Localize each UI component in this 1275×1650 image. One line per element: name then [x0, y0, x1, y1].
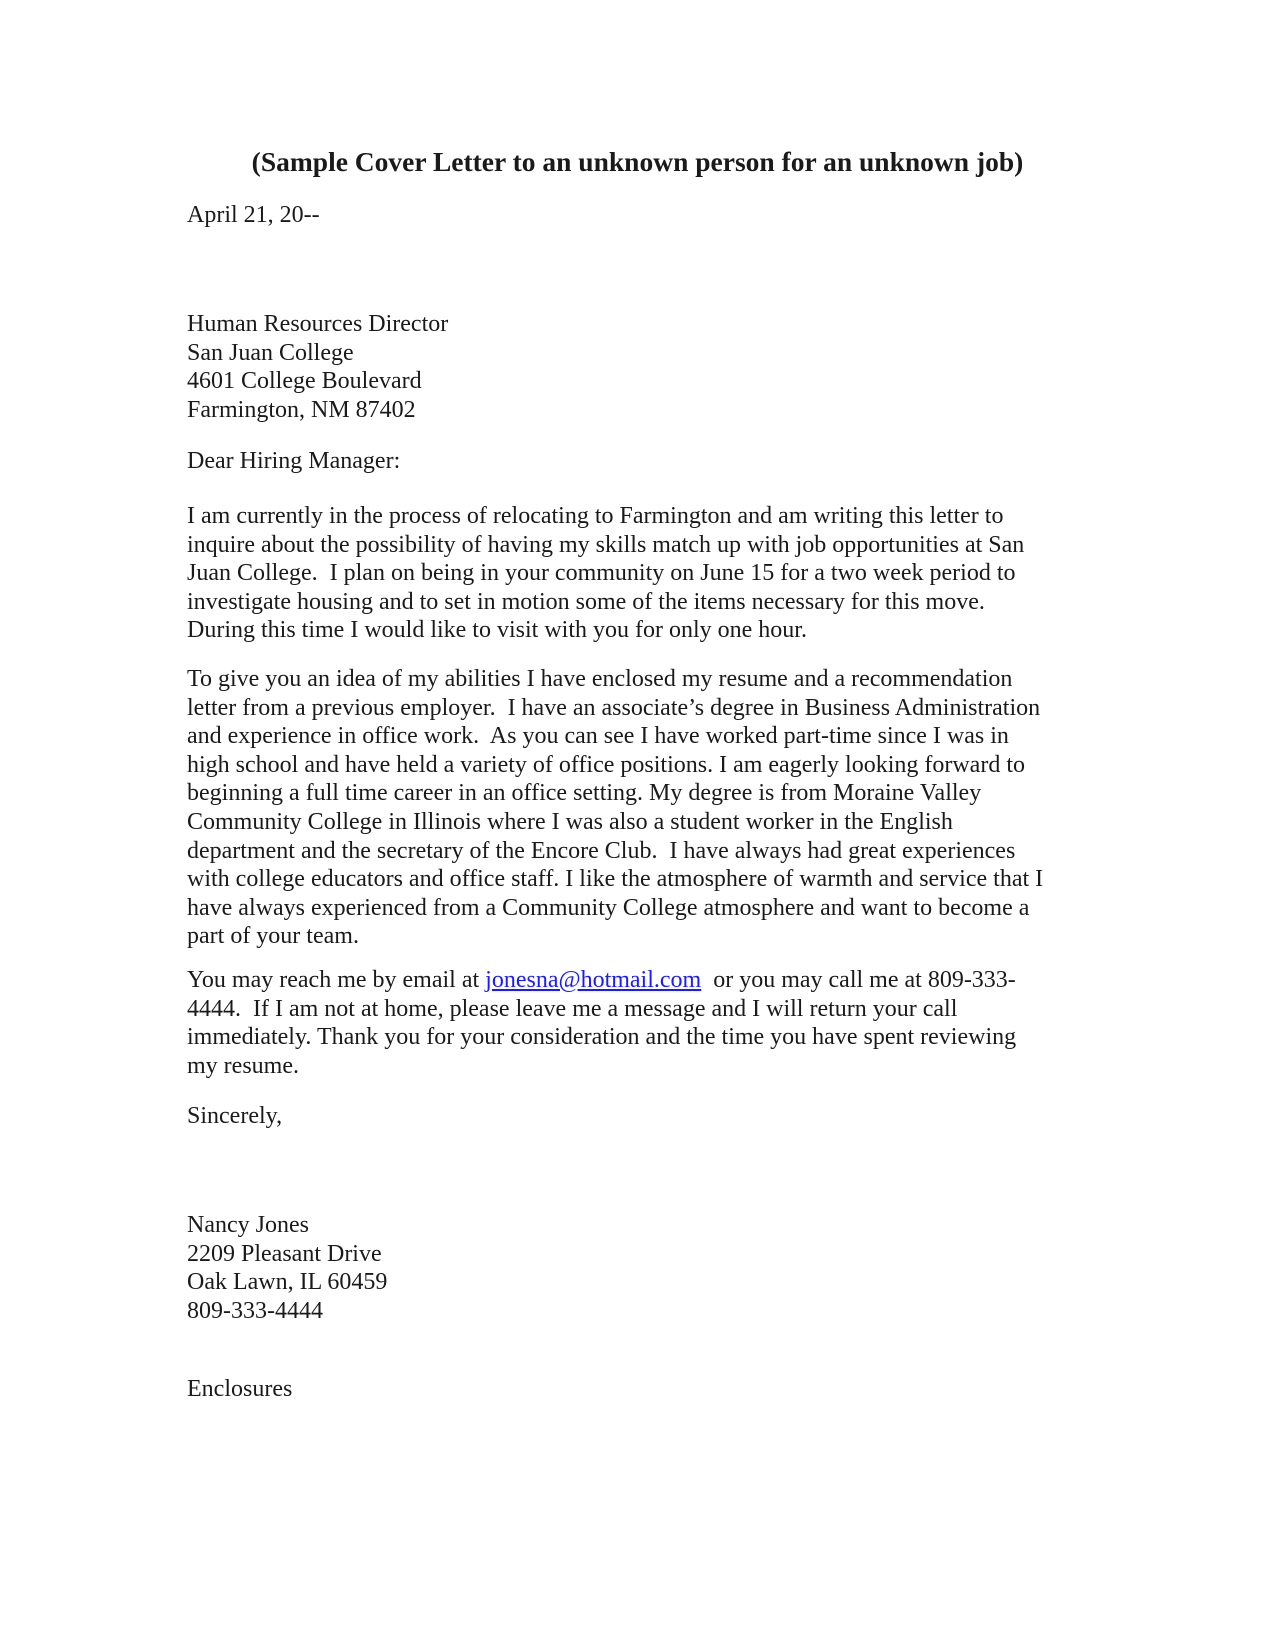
- paragraph-line: department and the secretary of the Encore Club. I have always had great experiences: [187, 837, 1016, 864]
- paragraph-line: letter from a previous employer. I have an associate’s degree in Business Administration: [187, 694, 1041, 721]
- sender-line: 809-333-4444: [187, 1297, 323, 1324]
- sender-address: [187, 1211, 1187, 1325]
- sender-line: 2209 Pleasant Drive: [187, 1240, 382, 1267]
- paragraph-line: with college educators and office staff. I like the atmosphere of warmth and service that I: [187, 866, 1044, 893]
- paragraph-line: part of your team.: [187, 923, 359, 950]
- salutation-text: Dear Hiring Manager:: [187, 448, 401, 474]
- sender-line: Oak Lawn, IL 60459: [187, 1269, 388, 1296]
- paragraph-line: I am currently in the process of relocating to Farmington and am writing this letter to: [187, 503, 1004, 529]
- paragraph-line: To give you an idea of my abilities I have enclosed my resume and a recommendation: [187, 666, 1013, 692]
- paragraph-1: [187, 502, 1187, 645]
- contact-line: [187, 966, 1187, 995]
- recipient-line: 4601 College Boulevard: [187, 368, 422, 395]
- paragraph-line: investigate housing and to set in motion some of the items necessary for this move.: [187, 588, 985, 615]
- closing-text: Sincerely,: [187, 1103, 283, 1129]
- contact-prefix: You may reach me by email at: [187, 967, 486, 993]
- paragraph-line: 4444. If I am not at home, please leave me a message and I will return your call: [187, 995, 958, 1022]
- recipient-line: San Juan College: [187, 339, 354, 366]
- paragraph-line: and experience in office work. As you can see I have worked part-time since I was in: [187, 723, 1009, 750]
- email-link[interactable]: jonesna@hotmail.com: [485, 967, 702, 993]
- sender-line: Nancy Jones: [187, 1212, 309, 1238]
- paragraph-line: During this time I would like to visit with you for only one hour.: [187, 617, 807, 644]
- paragraph-line: beginning a full time career in an office setting. My degree is from Moraine Valley: [187, 780, 982, 807]
- date-text: April 21, 20--: [187, 202, 320, 228]
- paragraph-2: [187, 665, 1187, 951]
- paragraph-line: my resume.: [187, 1052, 299, 1079]
- recipient-line: Human Resources Director: [187, 311, 449, 337]
- enclosures: [187, 1375, 1187, 1404]
- paragraph-line: high school and have held a variety of office positions. I am eagerly looking forward to: [187, 751, 1025, 778]
- recipient-address: [187, 310, 1187, 424]
- paragraph-line: Juan College. I plan on being in your community on June 15 for a two week period to: [187, 560, 1016, 587]
- paragraph-3: [187, 966, 1187, 1080]
- letter-title: (Sample Cover Letter to an unknown person for an unknown job): [251, 146, 1024, 177]
- contact-suffix: or you may call me at 809-333-: [701, 967, 1016, 993]
- recipient-line: Farmington, NM 87402: [187, 396, 416, 423]
- paragraph-line: have always experienced from a Community College atmosphere and want to become a: [187, 894, 1030, 921]
- closing: [187, 1102, 1187, 1131]
- paragraph-line: inquire about the possibility of having my skills match up with job opportunities at San: [187, 531, 1025, 558]
- letter-date: [187, 201, 1187, 230]
- enclosures-text: Enclosures: [187, 1376, 293, 1402]
- paragraph-line: immediately. Thank you for your consideration and the time you have spent reviewing: [187, 1024, 1017, 1051]
- salutation: [187, 447, 1187, 476]
- paragraph-line: Community College in Illinois where I was also a student worker in the English: [187, 808, 953, 835]
